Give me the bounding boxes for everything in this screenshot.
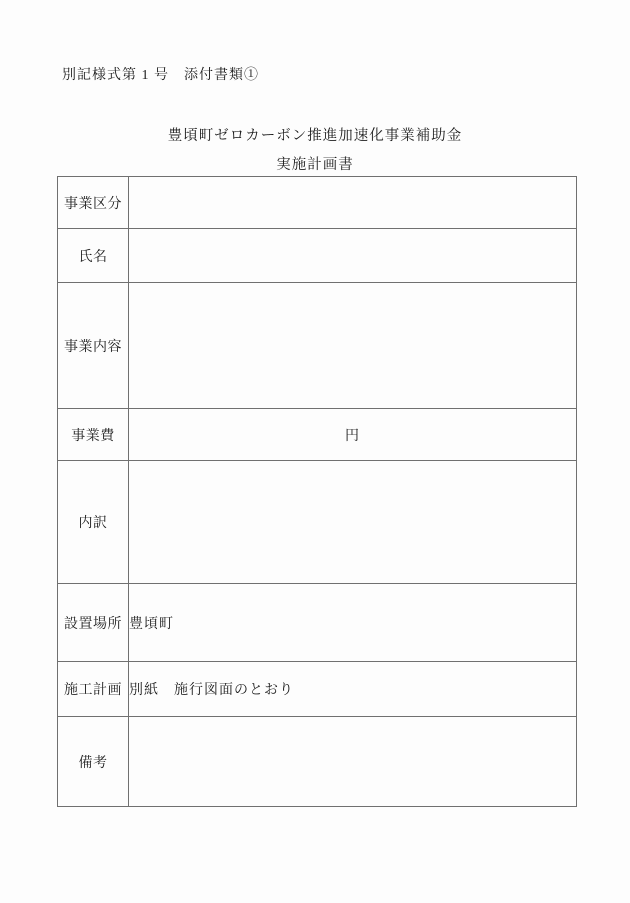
- row-label: 事業内容: [58, 283, 129, 409]
- row-label: 氏名: [58, 229, 129, 283]
- table-row-remarks: [58, 717, 577, 807]
- row-label: 事業費: [58, 409, 129, 461]
- table-row-breakdown: [58, 461, 577, 584]
- row-label: 施工計画: [58, 662, 129, 717]
- table-row-installation-location: [58, 584, 577, 662]
- table-row-name: [58, 229, 577, 283]
- row-value-yen-unit: 円: [129, 409, 577, 461]
- row-value: [129, 283, 577, 409]
- table-row-business-category: [58, 177, 577, 229]
- row-label: 設置場所: [58, 584, 129, 662]
- row-value: [129, 717, 577, 807]
- document-subtitle: 実施計画書: [276, 157, 354, 173]
- document-title: 豊頃町ゼロカーボン推進加速化事業補助金: [167, 128, 463, 144]
- row-value: 豊頃町: [129, 584, 577, 662]
- row-value: 別紙 施行図面のとおり: [129, 662, 577, 717]
- form-id-note: 別記様式第 1 号 添付書類①: [62, 68, 259, 83]
- table-row-business-details: [58, 283, 577, 409]
- row-label: 事業区分: [58, 177, 129, 229]
- row-value: [129, 461, 577, 584]
- row-value: [129, 229, 577, 283]
- application-form-table: [57, 176, 577, 807]
- row-label: 内訳: [58, 461, 129, 584]
- table-row-business-cost: [58, 409, 577, 461]
- row-value: [129, 177, 577, 229]
- row-label: 備考: [58, 717, 129, 807]
- table-row-construction-plan: [58, 662, 577, 717]
